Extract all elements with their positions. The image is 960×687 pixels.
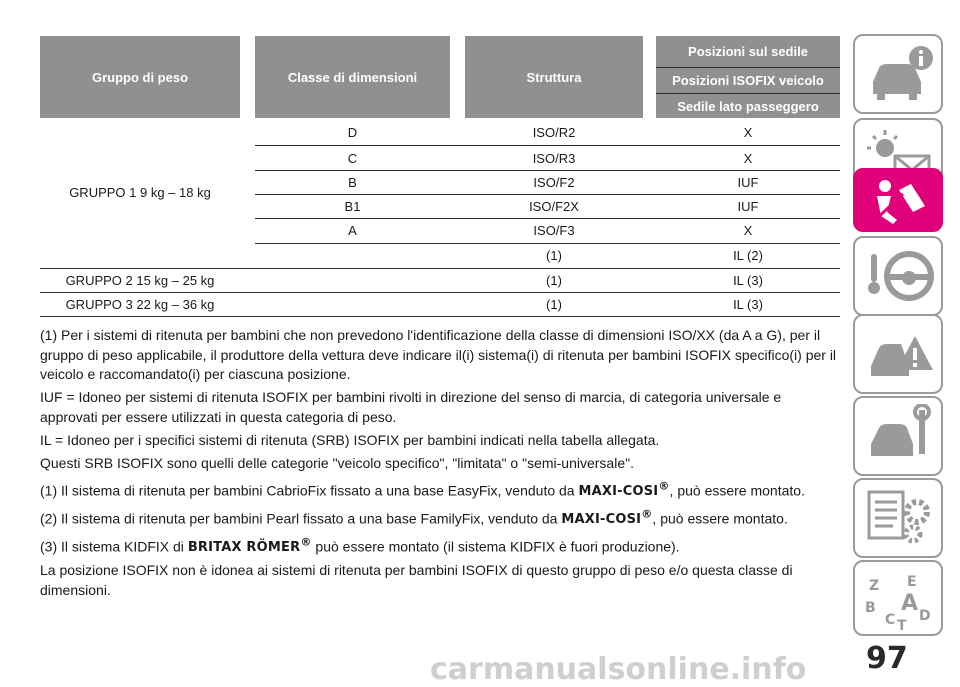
table-cell-passenger: X	[743, 151, 753, 166]
header-seat-positions-label: Posizioni sul sedile	[688, 44, 808, 59]
table-cell-passenger: IL (2)	[733, 248, 763, 263]
note-kidfix	[40, 533, 840, 558]
note-text: (1) Il sistema di ritenuta per bambini CabrioFix fissato a una base EasyFix, venduto da	[40, 481, 579, 498]
tab-car-info[interactable]	[853, 34, 943, 114]
note-text: , può essere montato.	[652, 510, 788, 527]
registered-mark: ®	[641, 507, 653, 521]
header-weight-group	[40, 36, 240, 118]
index-letter-c: C	[885, 612, 896, 628]
row-divider	[40, 292, 840, 293]
steering-wheel-icon	[863, 244, 937, 308]
row-divider	[255, 194, 840, 195]
notes	[40, 326, 840, 604]
row-divider	[255, 170, 840, 171]
table-cell-passenger: IL (3)	[733, 273, 763, 288]
header-weight-group-label: Gruppo di peso	[91, 69, 189, 85]
note-1: (1) Per i sistemi di ritenuta per bambini che non prevedono l'identificazione della classe di dimensioni ISO/XX (da A a G), per il gruppo di peso applicabile, il produttore della vettura deve indicare il(i) sistema(i) di ritenuta per bambini ISOFIX specifico(i) per il veicolo e raccomandato(i) per ciascuna posizione.	[40, 327, 837, 382]
note-text: può essere montato (il sistema KIDFIX è fuori produzione).	[315, 538, 680, 555]
index-icon	[863, 568, 937, 632]
header-passenger-seat-label: Sedile lato passeggero	[677, 98, 819, 114]
note-isofix-position: La posizione ISOFIX non è idonea ai sistemi di ritenuta per bambini ISOFIX di questo gruppo di peso e/o questa classe di dimensioni.	[40, 562, 793, 598]
registered-mark: ®	[658, 479, 670, 493]
header-size-class	[255, 36, 450, 118]
brand-name: MAXI-COSI	[578, 483, 659, 499]
tab-safety[interactable]	[853, 168, 943, 232]
row-divider	[40, 268, 840, 269]
table-cell-structure: ISO/R2	[532, 125, 576, 140]
table-cell-structure: (1)	[546, 248, 562, 263]
table-cell-passenger: IL (3)	[733, 297, 763, 312]
table-cell-passenger: IUF	[737, 175, 759, 190]
header-isofix-positions	[656, 68, 840, 93]
tab-starting-driving[interactable]	[853, 236, 943, 316]
note-iuf: IUF = Idoneo per sistemi di ritenuta ISOFIX per bambini rivolti in direzione del senso di marcia, di categoria universale e approvati per essere utilizzati in questa categoria di peso.	[40, 389, 782, 425]
registered-mark: ®	[300, 536, 312, 550]
tab-index[interactable]	[853, 560, 943, 636]
index-letter-t: T	[897, 618, 907, 632]
row-divider	[40, 316, 840, 317]
brand-britax-romer	[187, 536, 312, 556]
group-1-label: GRUPPO 1 9 kg – 18 kg	[69, 185, 211, 200]
table-cell-passenger: X	[743, 223, 753, 238]
index-letter-a: A	[901, 591, 919, 616]
table-cell-structure: ISO/R3	[532, 151, 576, 166]
row-divider	[255, 243, 840, 244]
table-cell-group: GRUPPO 3 22 kg – 36 kg	[65, 297, 215, 312]
tab-emergency[interactable]	[853, 314, 943, 394]
note-pearl	[40, 505, 840, 530]
brand-maxi-cosi	[561, 507, 653, 528]
header-structure-label: Struttura	[526, 69, 582, 85]
table-cell-class: B1	[344, 199, 361, 214]
header-passenger-seat	[656, 94, 840, 118]
brand-maxi-cosi	[578, 479, 670, 499]
row-divider	[255, 145, 840, 146]
note-il: IL = Idoneo per i specifici sistemi di ritenuta (SRB) ISOFIX per bambini indicati nella tabella allegata.	[40, 431, 660, 448]
table-cell-class: B	[348, 175, 357, 190]
row-divider	[255, 218, 840, 219]
airbag-seat-icon	[863, 176, 937, 230]
brand-name: MAXI-COSI	[561, 512, 642, 528]
table-cell-passenger: X	[743, 125, 753, 140]
note-text: , può essere montato.	[669, 481, 805, 498]
table-cell-group: GRUPPO 2 15 kg – 25 kg	[65, 273, 215, 288]
tab-technical-data[interactable]	[853, 478, 943, 558]
table-cell-structure: ISO/F3	[533, 223, 575, 238]
table-cell-class: A	[348, 223, 357, 238]
header-isofix-positions-label: Posizioni ISOFIX veicolo	[672, 73, 824, 88]
watermark: carmanualsonline.info	[430, 652, 807, 687]
index-letter-e: E	[907, 574, 917, 590]
note-cabriofix	[40, 477, 840, 502]
header-structure	[465, 36, 643, 118]
maintenance-icon	[863, 404, 937, 468]
car-info-icon	[863, 42, 937, 106]
note-text: (3) Il sistema KIDFIX di	[40, 538, 188, 555]
table-cell-structure: (1)	[546, 297, 562, 312]
page-number: 97	[866, 641, 908, 676]
header-size-class-label: Classe di dimensioni	[287, 69, 418, 85]
table-cell-structure: ISO/F2	[533, 175, 575, 190]
breakdown-icon	[863, 322, 937, 386]
index-letter-b: B	[865, 600, 876, 616]
index-letter-z: Z	[869, 578, 880, 594]
table-cell-structure: ISO/F2X	[529, 199, 579, 214]
tab-maintenance[interactable]	[853, 396, 943, 476]
index-letter-d: D	[919, 608, 931, 624]
table-cell-structure: (1)	[546, 273, 562, 288]
note-srb: Questi SRB ISOFIX sono quelli delle categorie "veicolo specifico", "limitata" o "semi-universale".	[40, 454, 634, 471]
note-text: (2) Il sistema di ritenuta per bambini Pearl fissato a una base FamilyFix, venduto da	[40, 510, 562, 527]
header-seat-positions	[656, 36, 840, 67]
table-cell-class: D	[347, 125, 358, 140]
table-cell-class: C	[347, 151, 358, 166]
table-cell-passenger: IUF	[737, 199, 759, 214]
brand-name: BRITAX RÖMER	[187, 540, 301, 556]
technical-data-icon	[863, 486, 937, 550]
